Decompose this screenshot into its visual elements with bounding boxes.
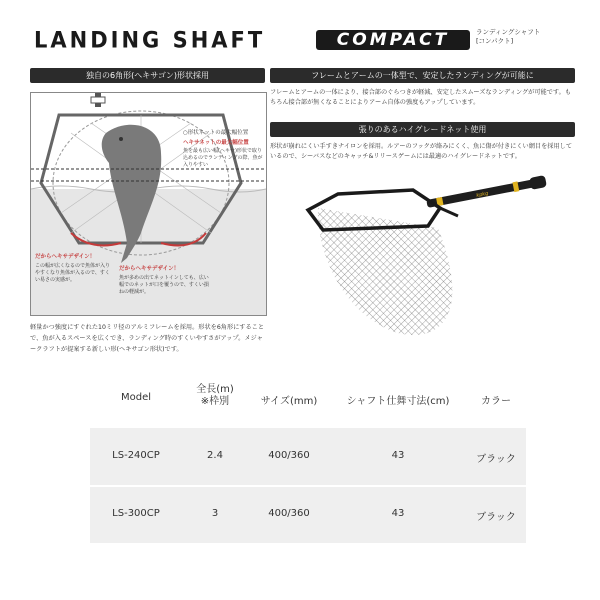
row1-size: 400/360 <box>268 450 310 461</box>
subtitle-line1: ランディングシャフト <box>476 28 541 36</box>
row1-length: 2.4 <box>207 450 223 461</box>
hexagon-banner: 独自の6角形(ヘキサゴン)形状採用 <box>30 68 265 83</box>
callout2-title: だからヘキサデザイン！ <box>119 266 180 272</box>
round-frame-label: ○形状ネットの最大幅位置 <box>183 130 249 136</box>
hexagon-diagram <box>30 92 267 316</box>
net-text: 形状が崩れにくい手すきナイロンを採用。ルアーのフックが絡みにくく、魚に傷が付きにくい網目を採用しているので、シーバスなどのキャッチ&リリースゲームには最適のハイグレードネットです。 <box>270 143 573 160</box>
row1-model: LS-240CP <box>112 450 160 461</box>
compact-label: COMPACT <box>336 30 450 50</box>
product-subtitle <box>476 28 576 46</box>
header-color: カラー <box>481 396 511 407</box>
landing-net-photo <box>288 168 578 350</box>
table-header-row <box>90 370 526 428</box>
page-header <box>30 26 575 58</box>
header-model: Model <box>120 392 152 403</box>
subtitle-line2: [コンパクト] <box>476 37 514 45</box>
row-divider <box>90 485 526 487</box>
row2-model: LS-300CP <box>112 508 160 519</box>
svg-text:kpkg: kpkg <box>475 190 489 199</box>
hexagon-description: 軽量かつ強度にすぐれた10ミリ径のアルミフレームを採用。形状を6角形にすることで、魚が入るスペースを広くでき、ランディング時のすくいやすさがアップ。メジャークラフトが提案する新しい形(ヘキサゴン形状)です。 <box>30 324 265 353</box>
row2-shaft: 43 <box>391 508 405 519</box>
product-title: LANDING SHAFT <box>34 27 266 53</box>
net-banner: 張りのあるハイグレードネット使用 <box>270 122 575 137</box>
row2-size: 400/360 <box>268 508 310 519</box>
header-length-note: ※枠別 <box>200 396 230 407</box>
table-row <box>90 486 526 543</box>
header-shaft: シャフト仕舞寸法(cm) <box>346 396 450 407</box>
compact-badge <box>316 30 470 50</box>
header-size: サイズ(mm) <box>260 396 318 407</box>
row1-color: ブラック <box>476 454 516 465</box>
frame-arm-text: フレームとアームの一体により、接合部のぐらつきが軽減、安定したスムーズなランディングが可能です。もちろん接合部が無くなることによりアーム自体の強度もアップしています。 <box>270 89 571 106</box>
header-length <box>182 384 248 408</box>
frame-arm-banner: フレームとアームの一体型で、安定したランディングが可能に <box>270 68 575 83</box>
callout1-title: だからヘキサデザイン！ <box>35 254 96 260</box>
callout1-body: この幅が広くなるので魚体が入りやすくなり魚体が入るので、すくい易さの実感が。 <box>35 263 111 283</box>
table-row <box>90 428 526 486</box>
row2-color: ブラック <box>476 512 516 523</box>
row1-shaft: 43 <box>391 450 405 461</box>
hex-frame-desc: 魚を最も広い幅(ヘキサ)形状で取り込めるのでランディングの際、魚が入りやすい <box>183 148 263 168</box>
callout2-body: 魚が多めの出てネットインしても、広い幅でのネットが口を覆うので、すくい損ねの軽減が。 <box>119 275 209 295</box>
header-length-main: 全長(m) <box>196 384 234 395</box>
row2-length: 3 <box>211 508 219 519</box>
hex-frame-label: ヘキサネットの最大幅位置 <box>183 140 249 146</box>
